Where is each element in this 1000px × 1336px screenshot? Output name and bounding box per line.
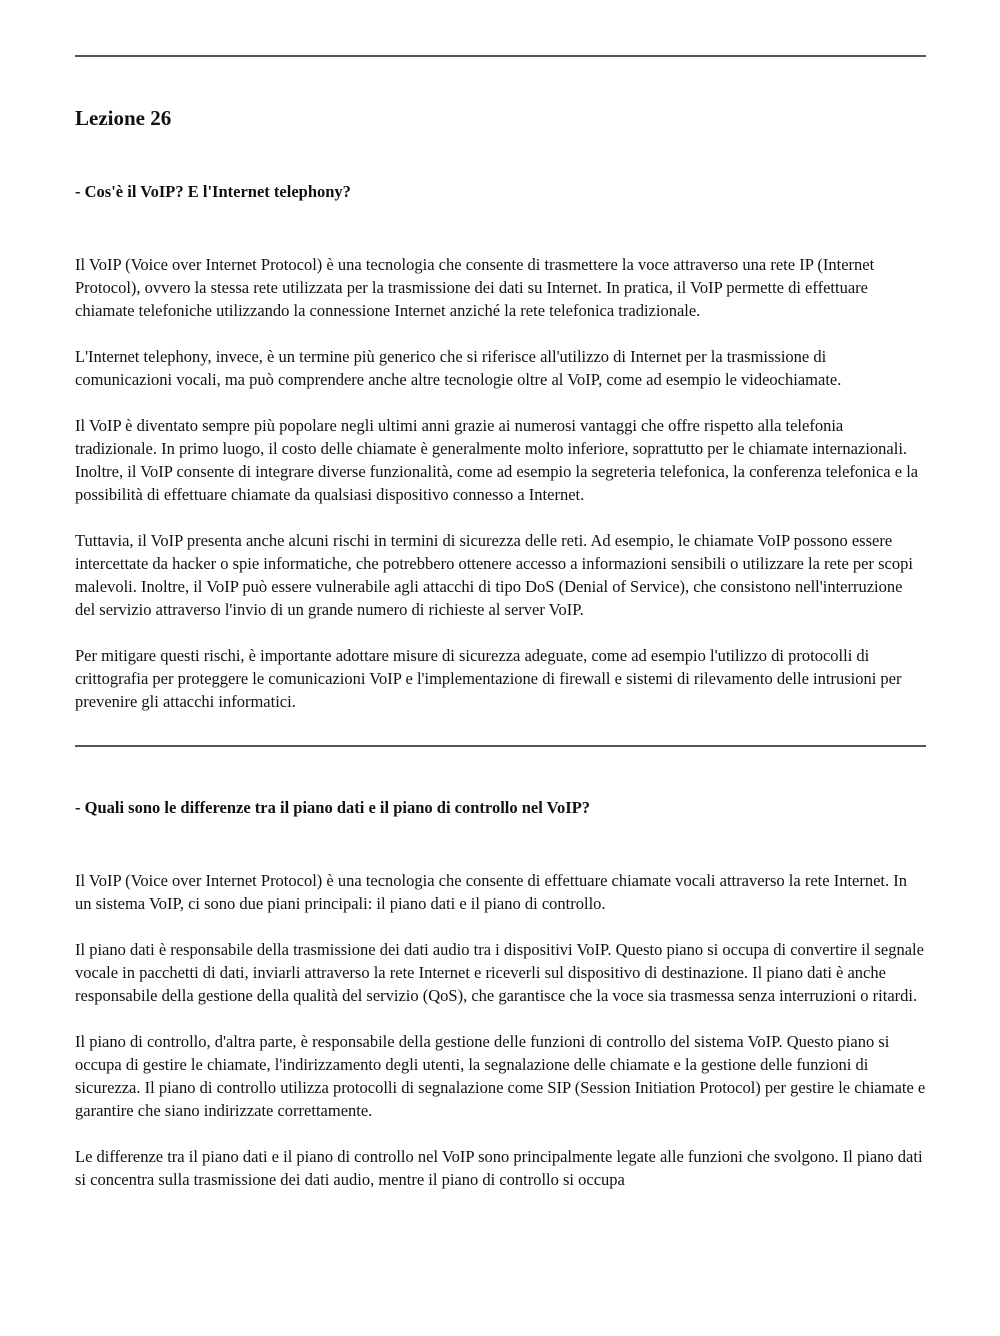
answer-1: [75, 253, 926, 713]
document-page: [75, 0, 926, 1191]
question-heading-1: - Cos'è il VoIP? E l'Internet telephony?: [75, 182, 351, 201]
question-heading-2: - Quali sono le differenze tra il piano dati e il piano di controllo nel VoIP?: [75, 798, 591, 817]
paragraph: Tuttavia, il VoIP presenta anche alcuni rischi in termini di sicurezza delle reti. Ad esempio, le chiamate VoIP possono essere intercettate da hacker o spie informatiche, che potrebbero ottenere accesso a informazioni sensibili o utilizzare la rete per scopi malevoli. Inoltre, il VoIP può essere vulnerabile agli attacchi di tipo DoS (Denial of Service), che consistono nell'interruzione del servizio attraverso l'invio di un grande numero di richieste al server VoIP.: [75, 531, 913, 619]
paragraph: Per mitigare questi rischi, è importante adottare misure di sicurezza adeguate, come ad esempio l'utilizzo di protocolli di crittografia per proteggere le comunicazioni VoIP e l'implementazione di firewall e sistemi di rilevamento delle intrusioni per prevenire gli attacchi informatici.: [75, 646, 902, 711]
answer-2: [75, 869, 926, 1191]
paragraph: Il VoIP è diventato sempre più popolare negli ultimi anni grazie ai numerosi vantaggi che offre rispetto alla telefonia tradizionale. In primo luogo, il costo delle chiamate è generalmente molto inferiore, soprattutto per le chiamate internazionali. Inoltre, il VoIP consente di integrare diverse funzionalità, come ad esempio la segreteria telefonica, la conferenza telefonica e la possibilità di effettuare chiamate da qualsiasi dispositivo connesso a Internet.: [75, 416, 919, 504]
paragraph: Il VoIP (Voice over Internet Protocol) è una tecnologia che consente di trasmettere la voce attraverso una rete IP (Internet Protocol), ovvero la stessa rete utilizzata per la trasmissione dei dati su Internet. In pratica, il VoIP permette di effettuare chiamate telefoniche utilizzando la connessione Internet anziché la rete telefonica tradizionale.: [75, 255, 875, 320]
paragraph: Il VoIP (Voice over Internet Protocol) è una tecnologia che consente di effettuare chiamate vocali attraverso la rete Internet. In un sistema VoIP, ci sono due piani principali: il piano dati e il piano di controllo.: [75, 871, 907, 913]
paragraph: Il piano dati è responsabile della trasmissione dei dati audio tra i dispositivi VoIP. Questo piano si occupa di convertire il segnale vocale in pacchetti di dati, inviarli attraverso la rete Internet e riceverli sul dispositivo di destinazione. Il piano dati è anche responsabile della gestione della qualità del servizio (QoS), che garantisce che la voce sia trasmessa senza interruzioni o ritardi.: [75, 940, 924, 1005]
paragraph: L'Internet telephony, invece, è un termine più generico che si riferisce all'utilizzo di Internet per la trasmissione di comunicazioni vocali, ma può comprendere anche altre tecnologie oltre al VoIP, come ad esempio le videochiamate.: [75, 347, 842, 389]
section-divider: [75, 745, 926, 747]
paragraph: Le differenze tra il piano dati e il piano di controllo nel VoIP sono principalmente legate alle funzioni che svolgono. Il piano dati si concentra sulla trasmissione dei dati audio, mentre il piano di controllo si occupa: [75, 1147, 923, 1189]
lesson-title: Lezione 26: [75, 106, 172, 130]
paragraph: Il piano di controllo, d'altra parte, è responsabile della gestione delle funzioni di controllo del sistema VoIP. Questo piano si occupa di gestire le chiamate, l'indirizzamento degli utenti, la segnalazione delle chiamate e la gestione delle funzioni di sicurezza. Il piano di controllo utilizza protocolli di segnalazione come SIP (Session Initiation Protocol) per gestire le chiamate e garantire che siano indirizzate correttamente.: [75, 1032, 926, 1120]
top-divider: [75, 55, 926, 57]
